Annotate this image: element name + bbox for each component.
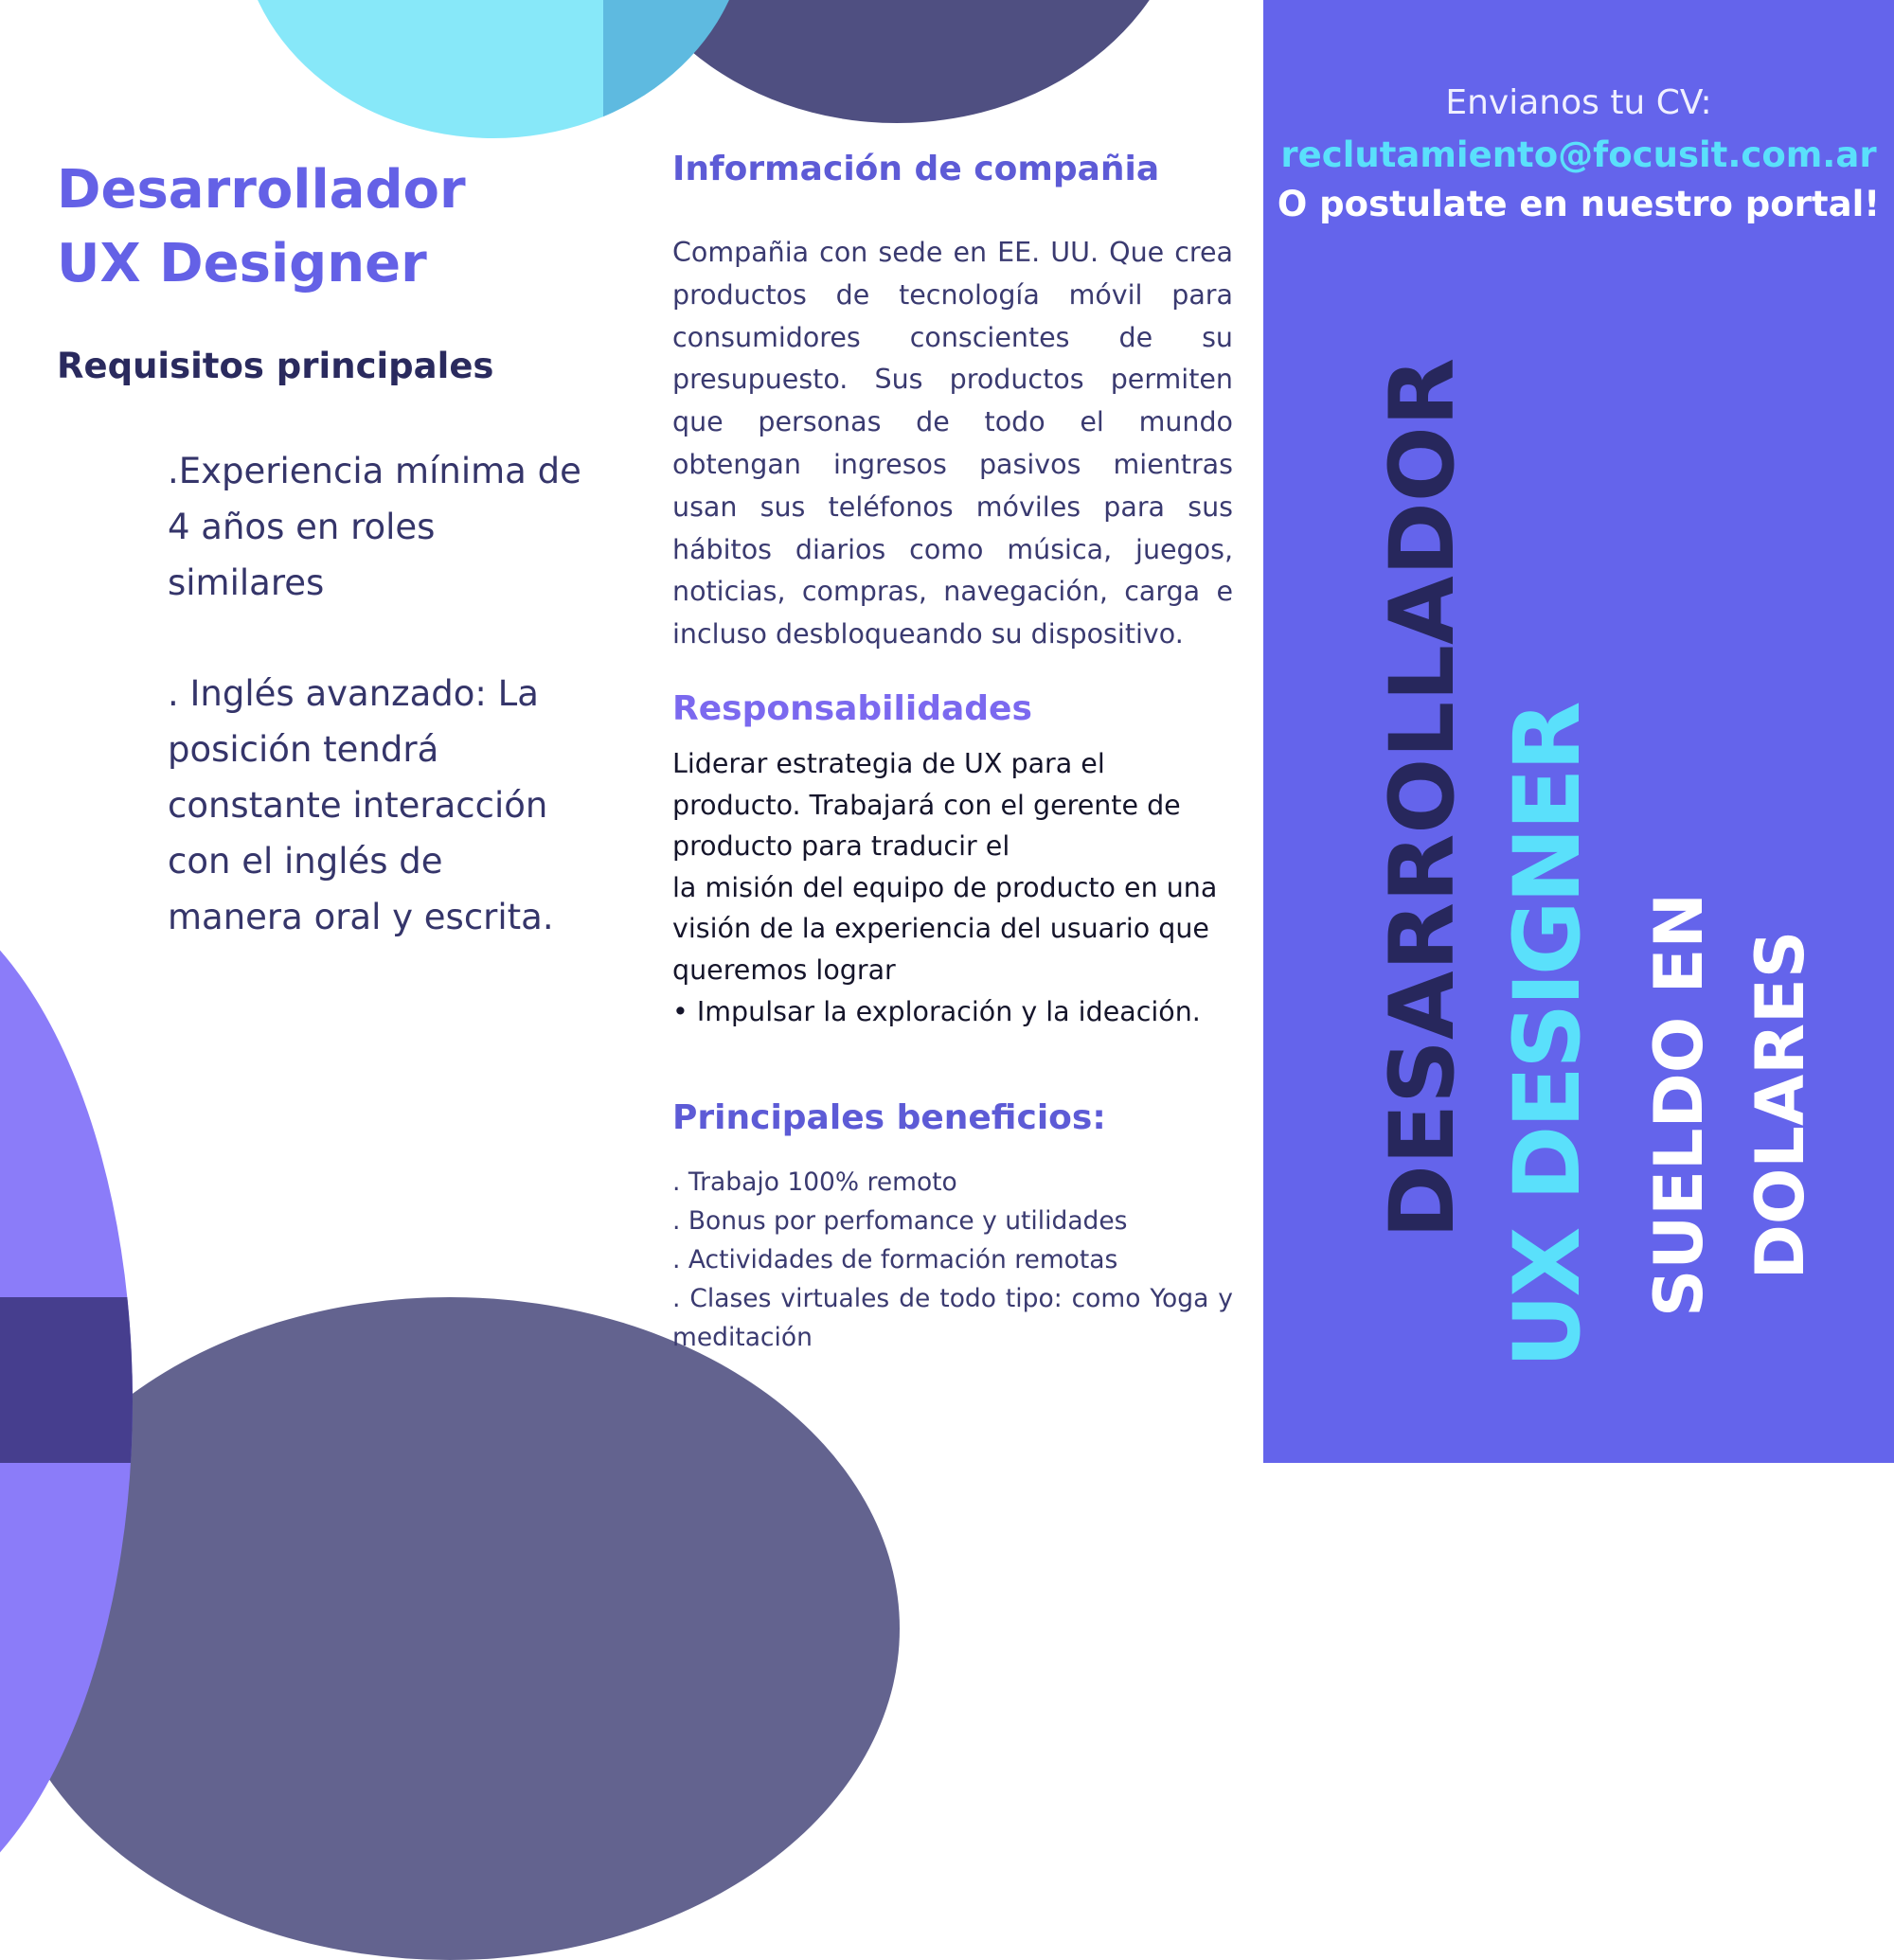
responsibilities-heading: Responsabilidades <box>672 689 1032 728</box>
benefit-item: . Actividades de formación remotas <box>672 1245 1118 1274</box>
vertical-salary-line-1: SUELDO EN <box>1640 892 1718 1318</box>
benefits-list <box>672 1163 1233 1357</box>
responsibility-line: la misión del equipo de producto en una <box>672 871 1218 903</box>
vertical-title-ux-designer: UX DESIGNER <box>1494 704 1600 1368</box>
responsibility-line: Liderar estrategia de UX para el <box>672 748 1105 779</box>
responsibilities-text <box>672 743 1241 1032</box>
decor-circle-overlap-bottom <box>0 1297 142 1463</box>
job-title <box>57 153 466 301</box>
send-cv-label: Envianos tu CV: <box>1445 83 1712 122</box>
job-title-line-1: Desarrollador <box>57 159 466 221</box>
responsibility-line: producto para traducir el <box>672 830 1010 863</box>
requirements-heading: Requisitos principales <box>57 346 494 386</box>
portal-invitation: O postulate en nuestro portal! <box>1277 184 1881 224</box>
responsibility-line: queremos lograr <box>672 953 896 986</box>
vertical-salary-line-2: DOLARES <box>1742 930 1819 1280</box>
company-description: Compañia con sede en EE. UU. Que crea productos de tecnología móvil para consumidores conscientes de su presupuesto. Sus productos permiten que personas de todo el mundo obtengan ingresos pasivos mientras usan sus teléfonos móviles para sus hábitos diarios como música, juegos, noticias, compras, navegación, carga e incluso desbloqueando su dispositivo. <box>672 237 1233 650</box>
requirement-item: .Experiencia mínima de 4 años en roles similares <box>168 451 581 603</box>
benefit-item: . Bonus por perfomance y utilidades <box>672 1206 1128 1236</box>
recruitment-email-link[interactable]: reclutamiento@focusit.com.ar <box>1280 134 1877 175</box>
vertical-title-desarrollador: DESARROLLADOR <box>1371 357 1474 1239</box>
job-title-line-2: UX Designer <box>57 233 427 294</box>
benefit-item: . Trabajo 100% remoto <box>672 1167 957 1197</box>
responsibility-line: producto. Trabajará con el gerente de <box>672 789 1181 821</box>
benefits-heading: Principales beneficios: <box>672 1098 1106 1137</box>
decor-circle-overlap <box>603 0 747 138</box>
benefit-item: . Clases virtuales de todo tipo: como Yoga y meditación <box>672 1284 1233 1352</box>
requirement-item: . Inglés avanzado: La posición tendrá constante interacción con el inglés de manera oral y escrita. <box>168 673 554 937</box>
responsibility-line: • Impulsar la exploración y la ideación. <box>672 995 1201 1027</box>
company-info-heading: Información de compañia <box>672 150 1160 188</box>
responsibility-line: visión de la experiencia del usuario que <box>672 913 1209 945</box>
